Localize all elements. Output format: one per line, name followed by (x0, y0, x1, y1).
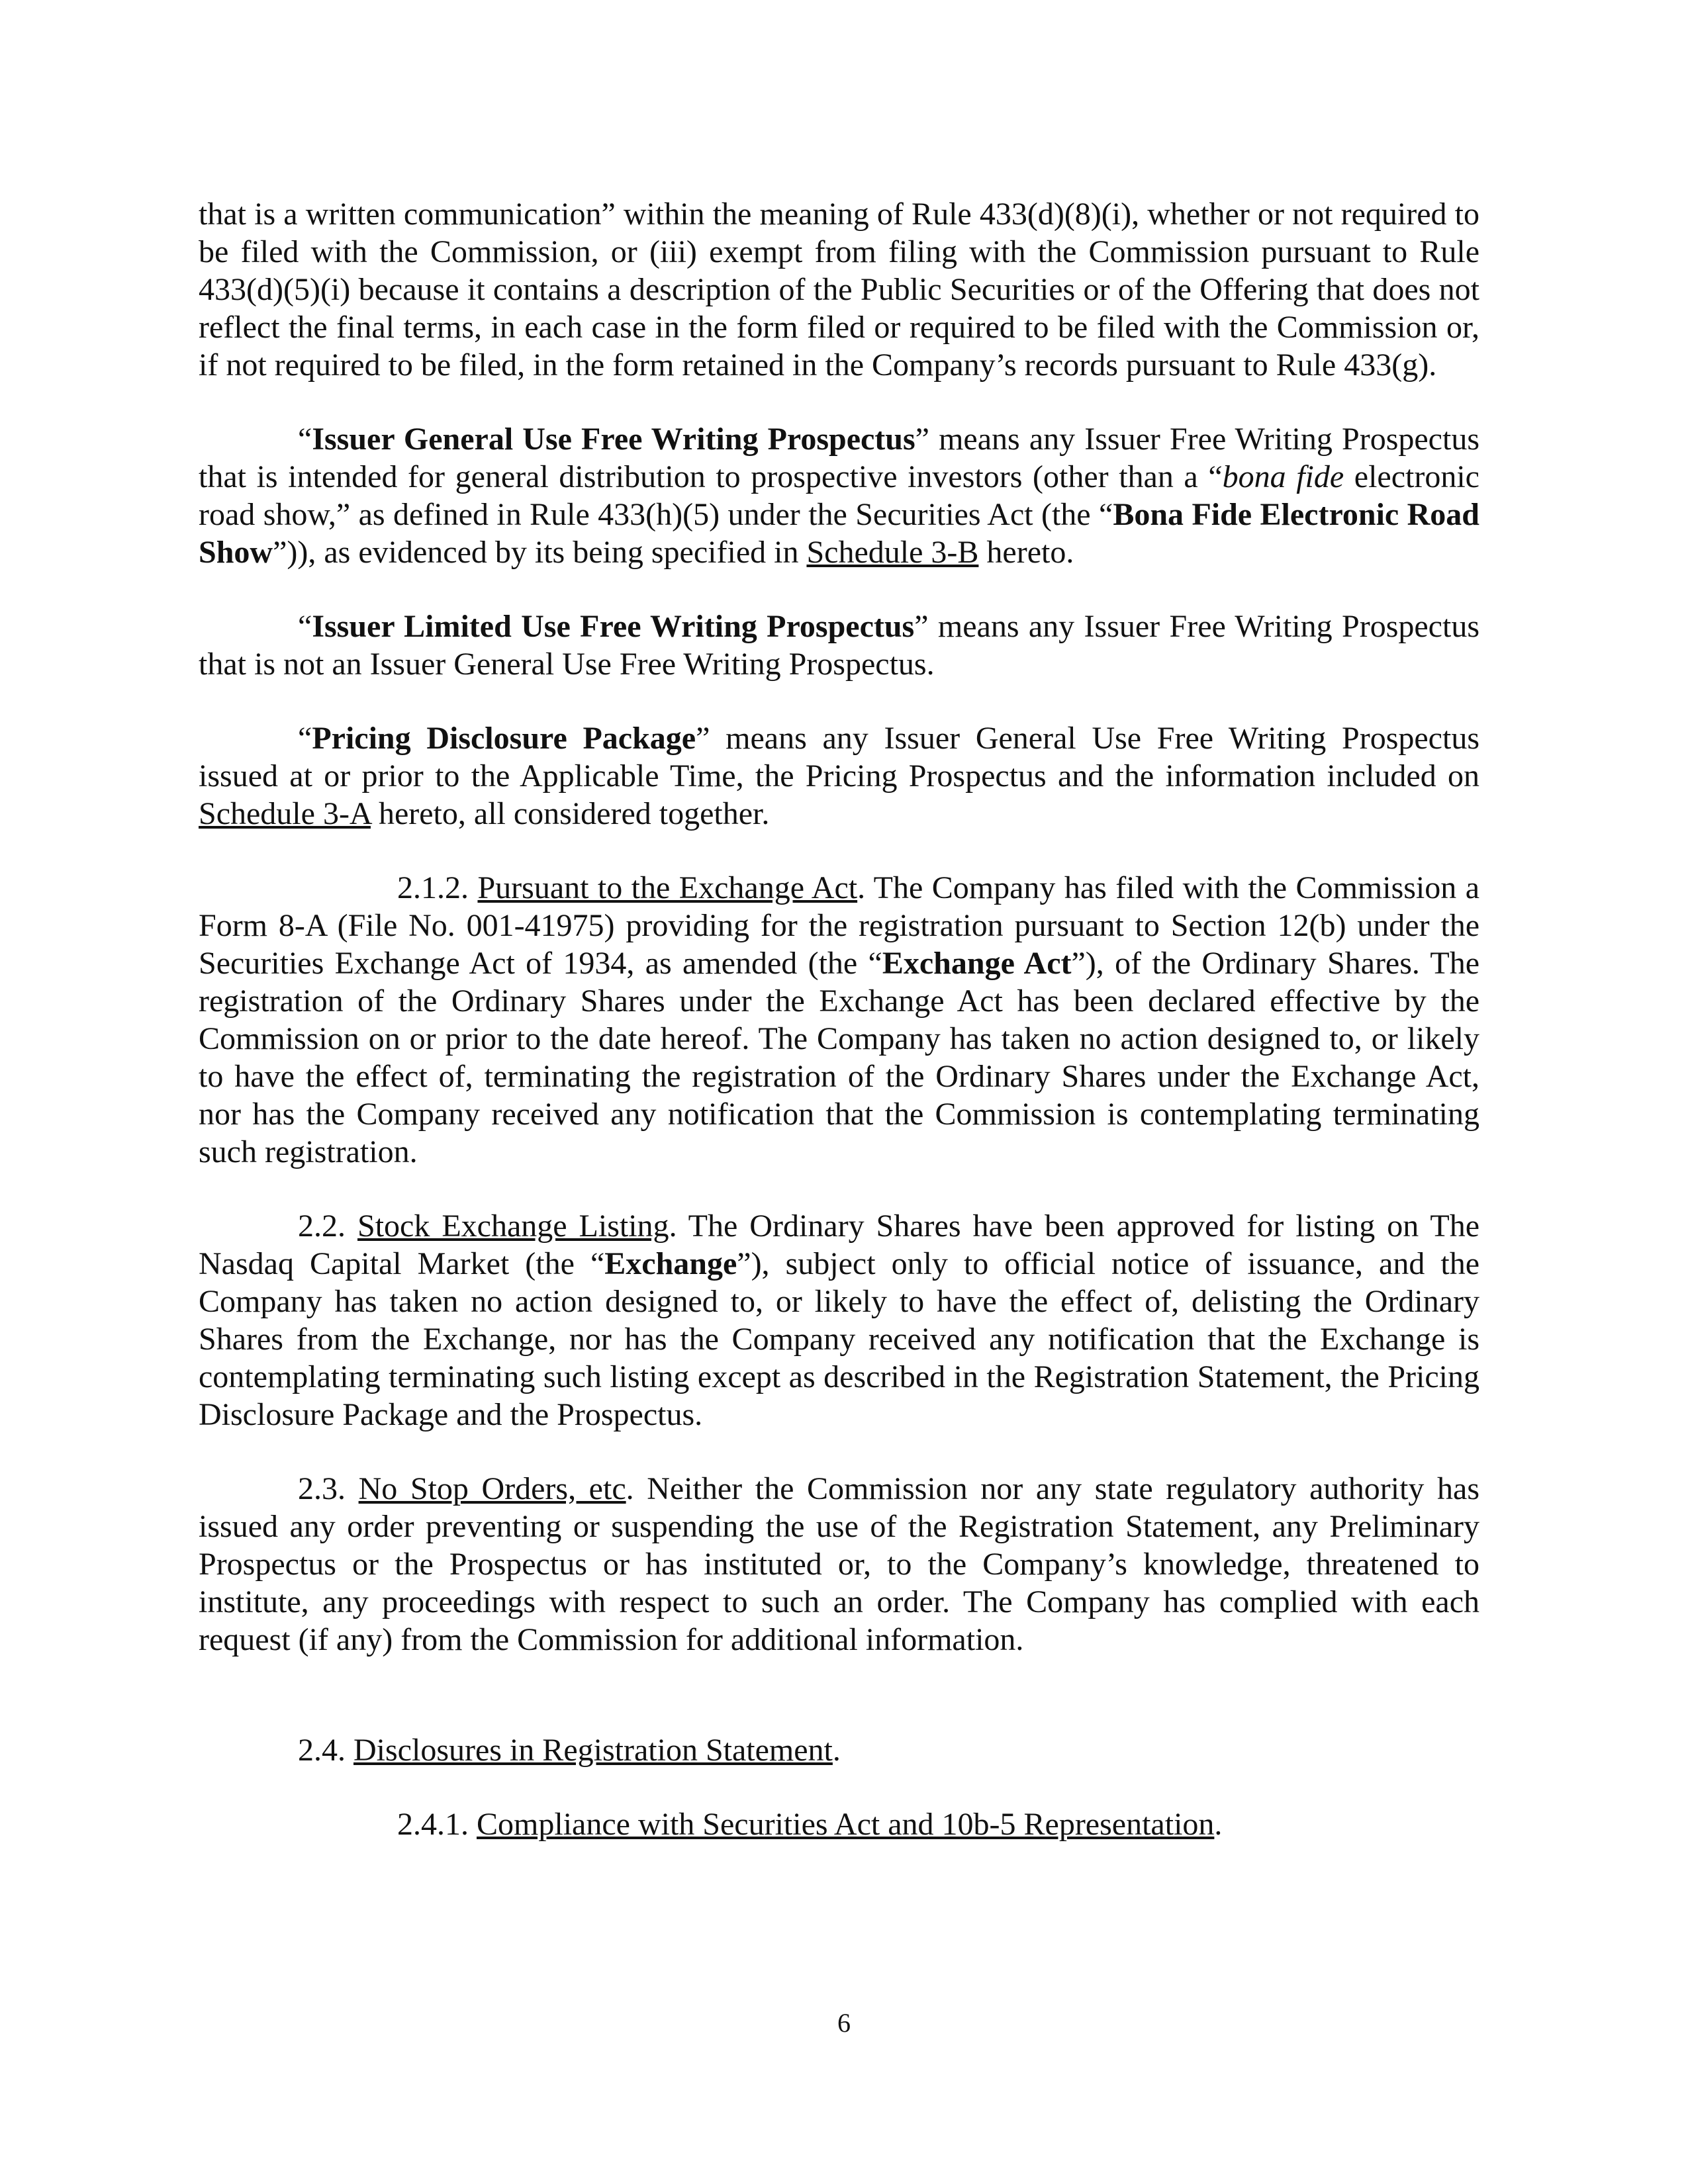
section-2-4: 2.4. Disclosures in Registration Statement. (298, 1733, 841, 1768)
italic-term: bona fide (1222, 459, 1344, 494)
defined-term: Issuer Limited Use Free Writing Prospectus (312, 609, 915, 644)
document-page (199, 195, 1479, 1843)
schedule-reference: Schedule 3-B (806, 535, 979, 570)
defined-term: Exchange Act (882, 946, 1072, 981)
definition-issuer-limited-use-fwp: “Issuer Limited Use Free Writing Prospectus” means any Issuer Free Writing Prospectus that is not an Issuer General Use Free Writing Prospectus. (199, 609, 1480, 682)
section-number: 2.4. (298, 1733, 353, 1768)
section-number: 2.4.1. (397, 1807, 477, 1842)
section-heading: No Stop Orders, etc (358, 1471, 626, 1506)
section-heading: Compliance with Securities Act and 10b-5 Representation (477, 1807, 1215, 1842)
page-number: 6 (837, 2008, 851, 2038)
section-number: 2.2. (298, 1208, 357, 1244)
defined-term: Bona Fide Electronic Road Show (199, 497, 1479, 570)
section-heading: Stock Exchange Listing (357, 1208, 669, 1244)
definition-pricing-disclosure-package: “Pricing Disclosure Package” means any Issuer General Use Free Writing Prospectus issued at or prior to the Applicable Time, the Pricing Prospectus and the information included on Schedule 3-A hereto, all considered together. (199, 721, 1480, 831)
section-heading: Disclosures in Registration Statement (353, 1733, 833, 1768)
section-2-2: 2.2. Stock Exchange Listing. The Ordinary Shares have been approved for listing on The Nasdaq Capital Market (the “Exchange”), subject only to official notice of issuance, and the Company has taken no action designed to, or likely to have the effect of, delisting the Ordinary Shares from the Exchange, nor has the Company received any notification that the Exchange is contemplating terminating such listing except as described in the Registration Statement, the Pricing Disclosure Package and the Prospectus. (199, 1208, 1480, 1432)
defined-term: Exchange (604, 1246, 737, 1281)
schedule-reference: Schedule 3-A (199, 796, 371, 831)
section-number: 2.3. (298, 1471, 359, 1506)
definition-issuer-general-use-fwp: “Issuer General Use Free Writing Prospectus” means any Issuer Free Writing Prospectus that is intended for general distribution to prospective investors (other than a “bona fide electronic road show,” as defined in Rule 433(h)(5) under the Securities Act (the “Bona Fide Electronic Road Show”)), as evidenced by its being specified in Schedule 3-B hereto. (199, 422, 1479, 570)
section-2-4-1: 2.4.1. Compliance with Securities Act and 10b-5 Representation. (397, 1807, 1223, 1842)
defined-term: Pricing Disclosure Package (312, 721, 696, 756)
section-2-3: 2.3. No Stop Orders, etc. Neither the Commission nor any state regulatory authority has issued any order preventing or suspending the use of the Registration Statement, any Preliminary Prospectus or the Prospectus or has instituted or, to the Company’s knowledge, threatened to institute, any proceedings with respect to such an order. The Company has complied with each request (if any) from the Commission for additional information. (199, 1471, 1479, 1657)
section-heading: Pursuant to the Exchange Act (477, 870, 858, 905)
section-2-1-2: 2.1.2. Pursuant to the Exchange Act. The Company has filed with the Commission a Form 8-A (File No. 001-41975) providing for the registration pursuant to Section 12(b) under the Securities Exchange Act of 1934, as amended (the “Exchange Act”), of the Ordinary Shares. The registration of the Ordinary Shares under the Exchange Act has been declared effective by the Commission on or prior to the date hereof. The Company has taken no action designed to, or likely to have the effect of, terminating the registration of the Ordinary Shares under the Exchange Act, nor has the Company received any notification that the Commission is contemplating terminating such registration. (199, 870, 1480, 1169)
defined-term: Issuer General Use Free Writing Prospectus (312, 422, 915, 457)
paragraph-continuation: that is a written communication” within the meaning of Rule 433(d)(8)(i), whether or not required to be filed with the Commission, or (iii) exempt from filing with the Commission pursuant to Rule 433(d)(5)(i) because it contains a description of the Public Securities or of the Offering that does not reflect the final terms, in each case in the form filed or required to be filed with the Commission or, if not required to be filed, in the form retained in the Company’s records pursuant to Rule 433(g). (199, 197, 1479, 383)
section-number: 2.1.2. (397, 870, 478, 905)
